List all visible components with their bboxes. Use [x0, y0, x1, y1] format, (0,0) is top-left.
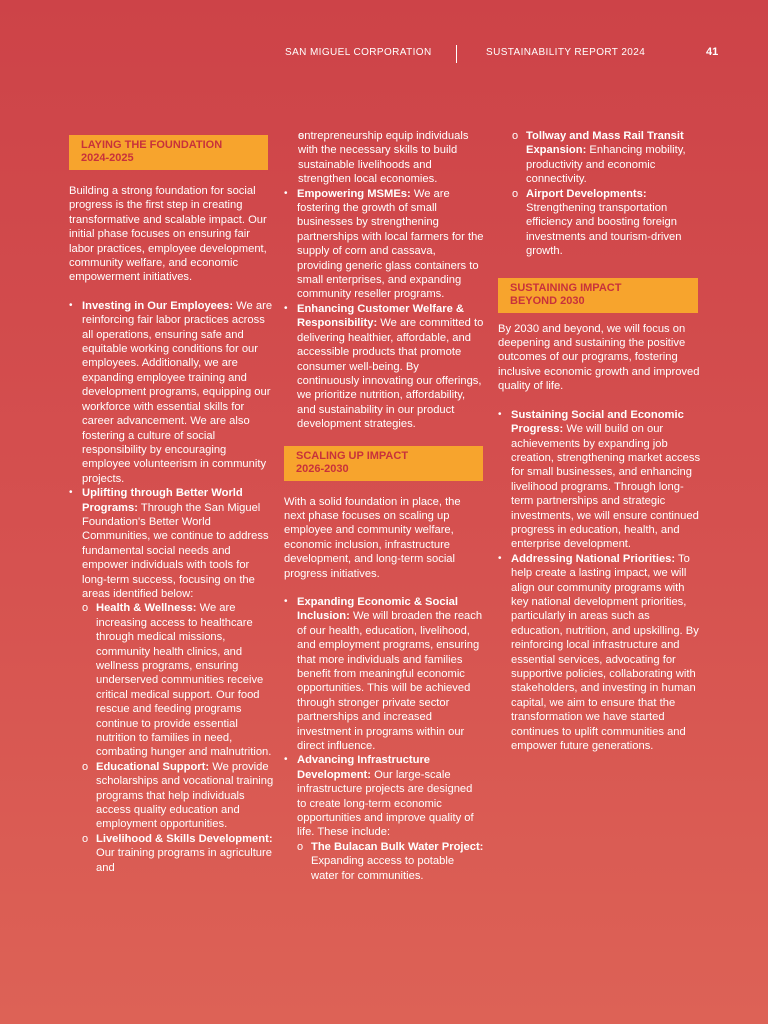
page-number: 41 — [706, 46, 719, 58]
sub-item-text: Enhancing mobility, productivity and economic connectivity. — [526, 144, 686, 186]
sub-item-title: Airport Developments: — [526, 187, 647, 200]
sub-list-item-continued — [298, 129, 484, 187]
header-divider — [456, 45, 457, 63]
sub-item-text: Expanding access to potable water for communities. — [311, 855, 455, 882]
sub-list-item — [82, 601, 274, 759]
list-item — [69, 486, 274, 875]
sub-item-title: Livelihood & Skills Development: — [96, 832, 273, 845]
list-item — [69, 299, 274, 486]
section-intro: With a solid foundation in place, the next phase focuses on scaling up employee and community welfare, economic inclusion, infrastructure development, and long-term social progress initiatives. — [284, 495, 461, 580]
sub-item-text: Strengthening transportation efficiency and boosting foreign investments and tourism-driven growth. — [526, 202, 682, 258]
list-item — [284, 753, 484, 883]
section-banner-sustaining — [498, 278, 698, 313]
item-title: Empowering MSMEs: — [297, 187, 411, 200]
section-banner-scaling — [284, 446, 483, 481]
bullet-list — [284, 595, 484, 883]
item-text: Our large-scale infrastructure projects are designed to create long-term economic opportunities and improve quality of life. These include: — [297, 768, 474, 839]
banner-period: BEYOND 2030 — [510, 294, 585, 307]
sub-list-continued — [284, 129, 484, 187]
item-text: We are reinforcing fair labor practices across all operations, ensuring safe and equitable working conditions for our employees. Additionally, we are expanding employee training and development programs, equipping our workforce with essential skills for career advancement. We are also fostering a culture of social responsibility by encouraging employee volunteerism in community projects. — [82, 299, 273, 485]
item-title: Addressing National Priorities: — [511, 552, 676, 565]
sub-list-item — [297, 840, 484, 883]
sub-list — [498, 129, 703, 259]
sub-item-title: The Bulacan Bulk Water Project: — [311, 840, 484, 853]
sub-item-title: Educational Support: — [96, 760, 210, 773]
page-header — [0, 0, 768, 70]
sub-item-text-part1: Our training programs in agriculture and — [96, 847, 272, 874]
section-intro: Building a strong foundation for social progress is the first step in creating transformative and scalable impact. Our initial phase focuses on ensuring fair labor practices, employee development, community welfare, and economic empowerment initiatives. — [69, 185, 267, 284]
item-title: Expanding Economic & Social Inclusion: — [297, 595, 459, 623]
bullet-list — [498, 408, 703, 754]
sub-list-item — [512, 129, 703, 187]
item-text: We will build on our achievements by expanding job creation, strengthening market access for small businesses, and enhancing livelihood programs. Through long-term partnerships and strategic investments, we will ensure continued progress in education, health, and enterprise development. — [511, 423, 701, 551]
bullet-list — [284, 187, 484, 432]
item-text: To help create a lasting impact, we will align our community programs with key national development priorities, particularly in areas such as education, nutrition, and upskilling. By reinforcing local infrastructure and essential services, advocating for supportive policies, collaborating with stakeholders, and investing in human capital, we aim to ensure that the transformation we have started continues to uplift communities and empower future generations. — [511, 552, 699, 753]
banner-title: SUSTAINING IMPACT — [510, 281, 622, 294]
banner-title: SCALING UP IMPACT — [296, 449, 409, 462]
column-1 — [69, 135, 274, 875]
list-item — [284, 302, 484, 432]
item-title: Enhancing Customer Welfare & Responsibility: — [297, 302, 465, 330]
item-title: Sustaining Social and Economic Progress: — [511, 408, 684, 436]
sub-item-title: Health & Wellness: — [96, 602, 197, 615]
sub-item-text: We are increasing access to healthcare through medical missions, community health clinics, and wellness programs, ensuring underserved communities receive critical medical support. Our food rescue and feeding programs continue to provide essential nutrition to families in need, combating hunger and malnutrition. — [96, 602, 272, 759]
list-item — [498, 408, 703, 552]
list-item — [498, 552, 703, 754]
item-text: We will broaden the reach of our health, education, livelihood, and employment programs, ensuring that more individuals and families benefit from meaningful economic opportunities. This will be achieved through stronger private sector partnerships and increased investment in programs within our direct influence. — [297, 610, 483, 753]
item-text: Through the San Miguel Foundation's Better World Communities, we continue to address fundamental social needs and empower individuals with tools for long-term success, focusing on the areas identified below: — [82, 501, 269, 600]
banner-period: 2026-2030 — [296, 462, 349, 475]
sub-list — [297, 840, 484, 883]
banner-period: 2024-2025 — [81, 152, 134, 164]
item-text: We are fostering the growth of small businesses by strengthening partnerships with local farmers for the supply of corn and cassava, providing generic glass containers to small enterprises, and expanding community reseller programs. — [297, 187, 484, 301]
sub-list — [82, 601, 274, 875]
list-item — [284, 187, 484, 302]
item-title: Advancing Infrastructure Development: — [297, 754, 431, 781]
sub-item-text: We provide scholarships and vocational training programs that help individuals access quality education and employment opportunities. — [96, 760, 274, 831]
sub-list-item — [512, 187, 703, 259]
section-intro: By 2030 and beyond, we will focus on deepening and sustaining the positive outcomes of our programs, fostering inclusive economic growth and improved quality of life. — [498, 322, 700, 393]
bullet-list — [69, 299, 274, 875]
company-name: SAN MIGUEL CORPORATION — [285, 47, 432, 58]
item-text: We are committed to delivering healthier, affordable, and accessible products that promote consumer well-being. By continuously innovating our offerings, we prioritize nutrition, affordability, and sustainability in our product development strategies. — [297, 317, 484, 431]
list-item — [284, 595, 484, 753]
sub-list-item — [82, 760, 274, 832]
sub-item-text-part2: entrepreneurship equip individuals with the necessary skills to build sustainable livelihoods and strengthen local economies. — [298, 130, 469, 186]
sub-list-item — [82, 832, 274, 875]
sub-item-title: Tollway and Mass Rail Transit Expansion: — [526, 130, 684, 157]
item-title: Investing in Our Employees: — [82, 299, 234, 312]
report-title: SUSTAINABILITY REPORT 2024 — [486, 47, 646, 58]
item-title: Uplifting through Better World Programs: — [82, 487, 243, 514]
section-banner-foundation — [69, 135, 268, 170]
column-3 — [498, 129, 703, 753]
banner-title: LAYING THE FOUNDATION — [81, 139, 223, 151]
column-2 — [284, 129, 484, 883]
